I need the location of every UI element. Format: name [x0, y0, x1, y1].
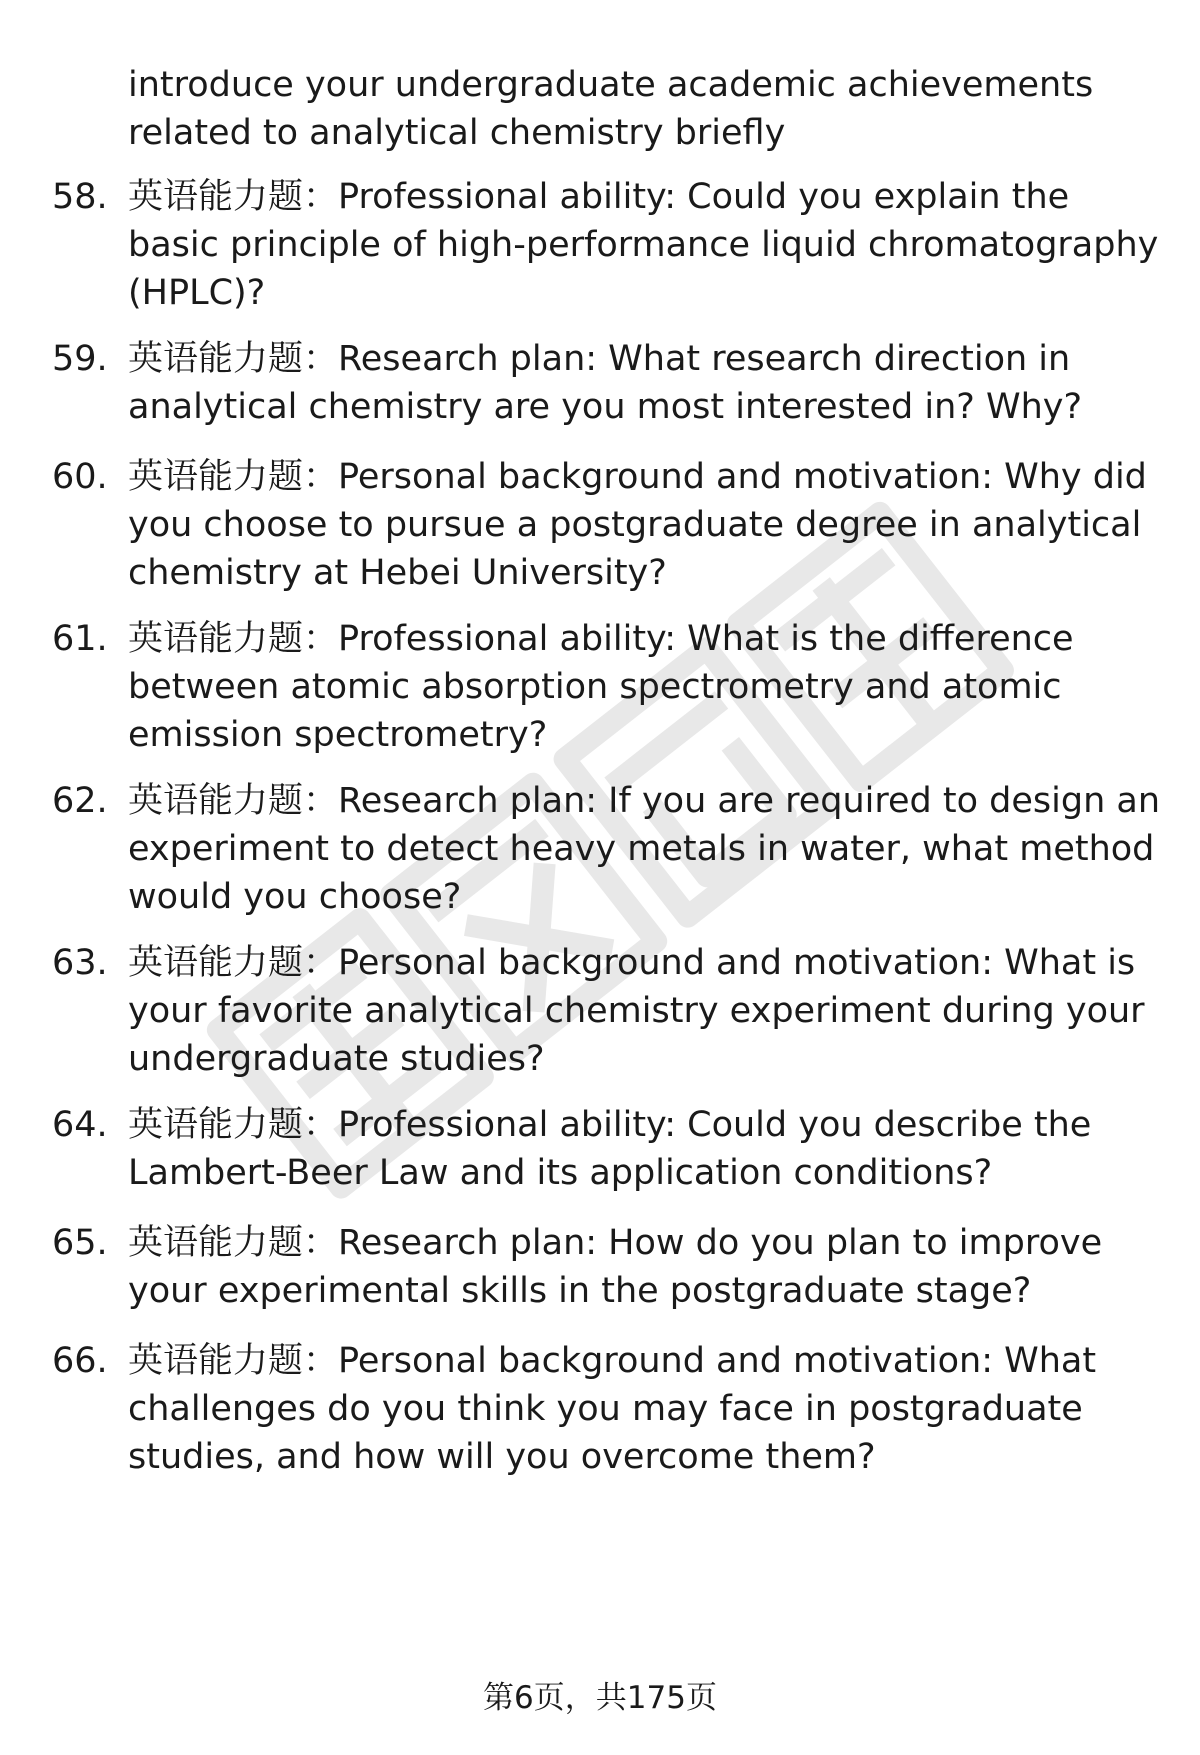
question-body	[128, 939, 1168, 1083]
question-tag: 英语能力题：	[128, 943, 339, 983]
question-text: Personal background and motivation: What is your favorite analytical chemistry experiment during your undergraduate studies?	[128, 943, 1145, 1079]
question-body	[128, 1337, 1168, 1481]
question-text: Research plan: How do you plan to improve your experimental skills in the postgraduate stage?	[128, 1223, 1103, 1311]
question-tag: 英语能力题：	[128, 1223, 339, 1263]
question-text: Research plan: What research direction in analytical chemistry are you most interested in? Why?	[128, 339, 1083, 427]
question-number: 63.	[52, 943, 108, 983]
question-number: 60.	[52, 457, 108, 497]
page-footer	[0, 1678, 1200, 1718]
page-indicator: 第6页，共175页	[483, 1680, 717, 1716]
question-tag: 英语能力题：	[128, 781, 339, 821]
question-number: 58.	[52, 177, 108, 217]
question-tag: 英语能力题：	[128, 1105, 339, 1145]
question-tag: 英语能力题：	[128, 619, 339, 659]
question-number: 64.	[52, 1105, 108, 1145]
question-body	[128, 1101, 1168, 1197]
question-number: 61.	[52, 619, 108, 659]
question-number: 62.	[52, 781, 108, 821]
question-body	[128, 777, 1168, 921]
question-number: 65.	[52, 1223, 108, 1263]
question-text: Research plan: If you are required to design an experiment to detect heavy metals in water, what method would you choose?	[128, 781, 1161, 917]
question-tag: 英语能力题：	[128, 1341, 339, 1381]
question-body	[128, 453, 1168, 597]
question-body	[128, 1219, 1168, 1315]
question-body	[128, 335, 1168, 431]
question-number: 59.	[52, 339, 108, 379]
question-text: Personal background and motivation: Why did you choose to pursue a postgraduate degree in analytical chemistry at Hebei University?	[128, 457, 1147, 593]
question-body	[128, 173, 1168, 317]
question-tag: 英语能力题：	[128, 177, 339, 217]
question-text: Professional ability: Could you explain the basic principle of high-performance liquid chromatography (HPLC)?	[128, 177, 1159, 313]
question-tag: 英语能力题：	[128, 339, 339, 379]
question-tag: 英语能力题：	[128, 457, 339, 497]
question-text: Professional ability: What is the difference between atomic absorption spectrometry and atomic emission spectrometry?	[128, 619, 1074, 755]
question-number: 66.	[52, 1341, 108, 1381]
question-body	[128, 615, 1168, 759]
question-text: Personal background and motivation: What challenges do you think you may face in postgraduate studies, and how will you overcome them?	[128, 1341, 1097, 1477]
continuation-paragraph: introduce your undergraduate academic achievements related to analytical chemistry briefly	[128, 65, 1094, 153]
question-text: Professional ability: Could you describe the Lambert-Beer Law and its application conditions?	[128, 1105, 1092, 1193]
